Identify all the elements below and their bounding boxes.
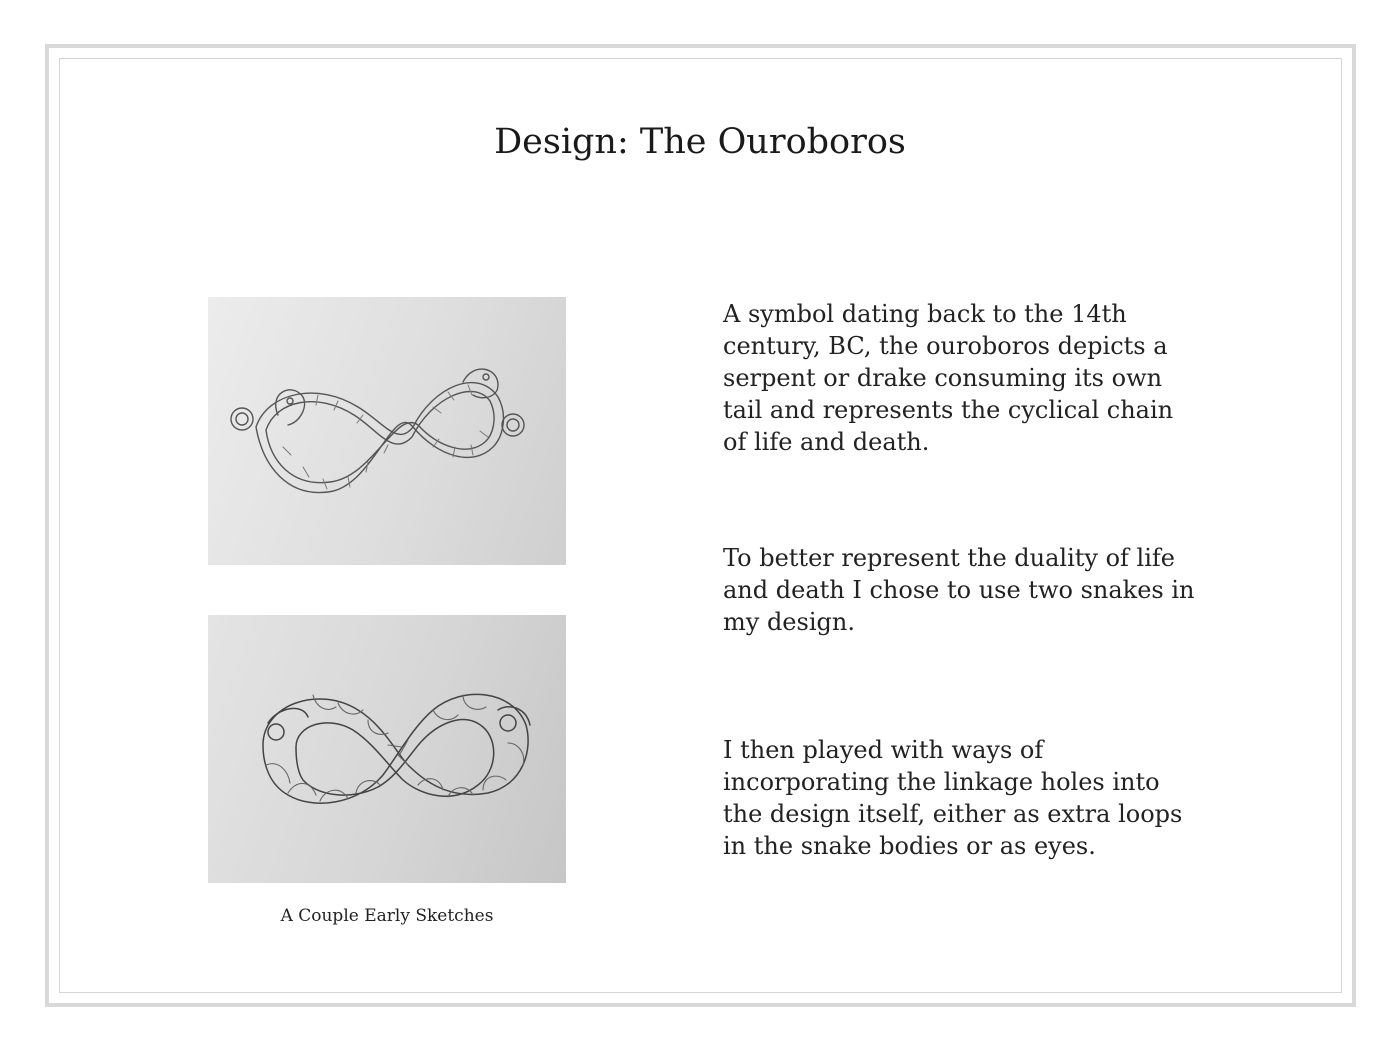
sketch-image-one: [208, 297, 566, 565]
paragraph-duality: To better represent the duality of life and death I chose to use two snakes in my design.: [723, 544, 1195, 636]
slide-title: Design: The Ouroboros: [494, 122, 906, 162]
sketch-image-two: [208, 615, 566, 883]
paragraph-symbol-history: A symbol dating back to the 14th century, BC, the ouroboros depicts a serpent or drake consuming its own tail and represents the cyclical chain of life and death.: [723, 300, 1174, 456]
paragraph-linkage-holes: I then played with ways of incorporating the linkage holes into the design itself, either as extra loops in the snake bodies or as eyes.: [723, 736, 1183, 860]
sketches-caption: A Couple Early Sketches: [280, 906, 494, 926]
